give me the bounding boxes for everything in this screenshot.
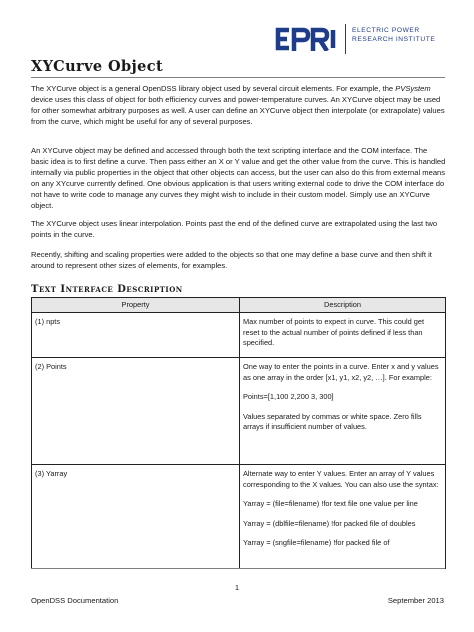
logo-separator [345, 24, 346, 54]
property-table [31, 297, 446, 572]
interpolation-paragraph: The XYCurve object uses linear interpolation. Points past the end of the defined curve are extrapolated using the last two points in the curve. [31, 219, 438, 239]
title-rule [31, 77, 445, 78]
page-number: 1 [234, 583, 240, 592]
epri-logo [275, 24, 450, 54]
header-description: Description [240, 298, 446, 313]
logo-line-2: RESEARCH INSTITUTE [352, 35, 436, 43]
description-example: Yarray = (file=filename) !for text file one value per line [243, 499, 418, 509]
description-text: Values separated by commas or white space. Zero fills arrays if insufficient number of values. [243, 411, 422, 432]
table-header-row [32, 298, 446, 313]
description-cell [240, 313, 446, 358]
logo-text [352, 27, 435, 44]
intro-text-1: The XYCurve object is a general OpenDSS library object used by several circuit elements. For example, the [31, 84, 396, 93]
header-property: Property [32, 298, 240, 313]
description-cell [240, 465, 446, 572]
table-row [32, 358, 446, 465]
table-row [32, 313, 446, 358]
table-row [32, 465, 446, 572]
description-text: Max number of points to expect in curve. This could get reset to the actual number of points defined if less than specified. [243, 317, 425, 348]
logo-line-1: ELECTRIC POWER [352, 27, 420, 34]
description-text: One way to enter the points in a curve. Enter x and y values as one array in the order [x1, y1, x2, y2, …]. For example: [243, 362, 439, 382]
description-cell [240, 358, 446, 465]
property-cell: (1) npts [32, 313, 240, 358]
footer-rule [31, 568, 445, 569]
description-text: Alternate way to enter Y values. Enter an array of Y values corresponding to the X values. You can also use the syntax: [243, 469, 439, 489]
footer-doc-title: OpenDSS Documentation [31, 596, 119, 605]
page-title: XYCurve Object [31, 58, 164, 75]
property-cell: (2) Points [32, 358, 240, 465]
property-cell: (3) Yarray [32, 465, 240, 572]
shifting-paragraph: Recently, shifting and scaling properties were added to the objects so that one may define a base curve and then shift it around to represent other sizes of elements, for examples. [31, 250, 432, 270]
section-heading-text: Text Interface Description [31, 284, 183, 295]
intro-paragraph [31, 83, 447, 127]
property-table-wrap [31, 297, 446, 572]
description-example: Yarray = (dblfile=filename) !for packed file of doubles [243, 518, 416, 528]
intro-em: PVSystem [395, 84, 431, 93]
epri-logo-mark [275, 27, 339, 51]
description-example: Points=[1,100 2,200 3, 300] [243, 392, 334, 402]
section-heading [31, 284, 183, 295]
description-example: Yarray = (sngfile=filename) !for packed file of [243, 538, 390, 548]
intro-text-2: device uses this class of object for both efficiency curves and power-temperature curves. An XYCurve object may be used for other somewhat arbitrary purposes as well. A user can define an XYCurve object then interpolate (or extrapolate) values from the curve, which might be useful for any of several purposes. [31, 95, 445, 126]
footer-date: September 2013 [387, 596, 444, 605]
interface-paragraph: An XYCurve object may be defined and accessed through both the text scripting interface and the COM interface. The basic idea is to first define a curve. Then pass either an X or Y value and get the other value from the curve. This is handled internally via public properties in the object that other objects can access, but the user can also do this from external means on any XYcurve currently defined. One obvious application is that users writing external code to drive the COM interface do not have to write code to manage any curves they might wish to include in their custom model. Simply use an XYCurve object. [31, 146, 446, 210]
